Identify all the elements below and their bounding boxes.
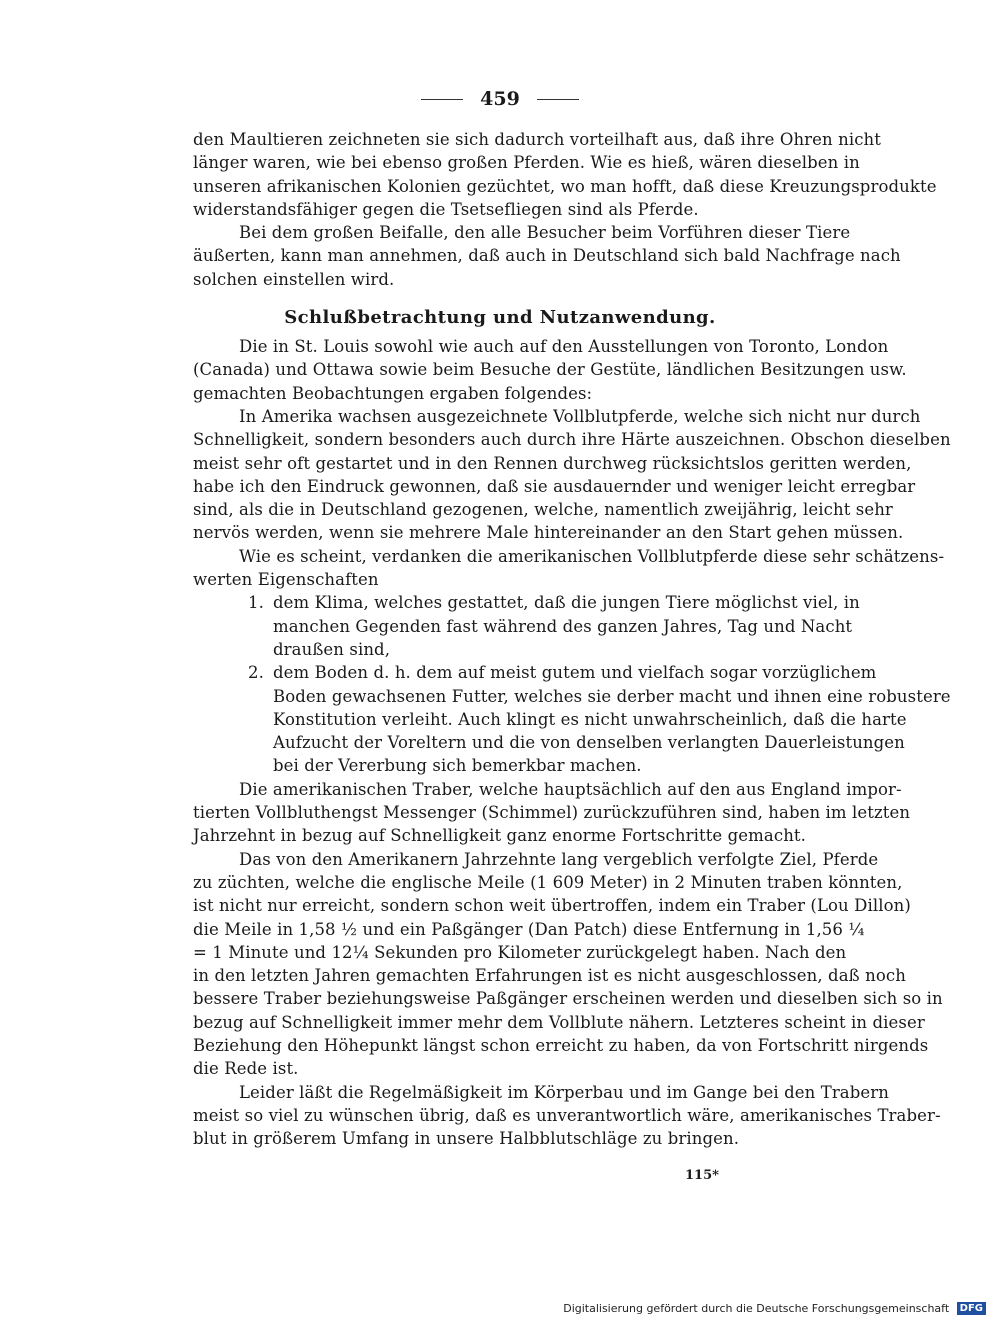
text-line: widerstandsfähiger gegen die Tsetsefliegen sind als Pferde.: [193, 199, 699, 219]
text-line: die Meile in 1,58 ½ und ein Paßgänger (Dan Patch) diese Entfernung in 1,56 ¼: [193, 919, 865, 939]
page-number: 459: [480, 88, 520, 110]
text-line: meist sehr oft gestartet und in den Rennen durchweg rücksichtslos geritten werden,: [193, 453, 912, 473]
list-item-number: 1.: [248, 593, 264, 613]
text-line: ist nicht nur erreicht, sondern schon weit übertroffen, indem ein Traber (Lou Dillon): [193, 896, 911, 916]
text-line: bezug auf Schnelligkeit immer mehr dem Vollblute nähern. Letzteres scheint in dieser: [193, 1012, 925, 1032]
text-line: In Amerika wachsen ausgezeichnete Vollblutpferde, welche sich nicht nur durch: [239, 406, 921, 426]
text-line: (Canada) und Ottawa sowie beim Besuche der Gestüte, ländlichen Besitzungen usw.: [193, 360, 907, 380]
list-item-text: dem Boden d. h. dem auf meist gutem und vielfach sogar vorzüglichem: [273, 663, 877, 683]
text-line: nervös werden, wenn sie mehrere Male hintereinander an den Start gehen müssen.: [193, 523, 904, 543]
text-line: blut in größerem Umfang in unsere Halbblutschläge zu bringen.: [193, 1129, 740, 1149]
paragraph: [193, 335, 907, 405]
text-line: den Maultieren zeichneten sie sich dadurch vorteilhaft aus, daß ihre Ohren nicht: [193, 130, 881, 149]
footer-text: Digitalisierung gefördert durch die Deutsche Forschungsgemeinschaft: [563, 1301, 950, 1315]
paragraph: [193, 848, 943, 1081]
text-line: Konstitution verleiht. Auch klingt es nicht unwahrscheinlich, daß die harte: [273, 709, 907, 729]
paragraph: [193, 221, 901, 291]
text-line: länger waren, wie bei ebenso großen Pferden. Wie es hieß, wären dieselben in: [193, 153, 860, 173]
text-line: bessere Traber beziehungsweise Paßgänger erscheinen werden und dieselben sich so in: [193, 989, 943, 1009]
list-item: [193, 661, 951, 777]
text-line: [193, 661, 877, 684]
text-line: in den letzten Jahren gemachten Erfahrungen ist es nicht ausgeschlossen, daß noch: [193, 966, 906, 986]
text-line: äußerten, kann man annehmen, daß auch in Deutschland sich bald Nachfrage nach: [193, 246, 901, 266]
text-line: Beziehung den Höhepunkt längst schon erreicht zu haben, da von Fortschritt nirgends: [193, 1035, 929, 1055]
section-title: Schlußbetrachtung und Nutzanwendung.: [284, 307, 716, 329]
text-line: zu züchten, welche die englische Meile (1 609 Meter) in 2 Minuten traben könnten,: [193, 872, 903, 892]
paragraph: [193, 405, 951, 545]
text-line: die Rede ist.: [193, 1059, 299, 1079]
text-line: = 1 Minute und 12¼ Sekunden pro Kilometer zurückgelegt haben. Nach den: [193, 942, 847, 962]
paragraph: [193, 545, 945, 592]
text-line: gemachten Beobachtungen ergaben folgendes:: [193, 383, 593, 403]
signature-mark: 115*: [685, 1168, 719, 1183]
paragraph: [193, 778, 911, 848]
text-line: Die amerikanischen Traber, welche hauptsächlich auf den aus England impor-: [239, 779, 902, 799]
list-item: [193, 591, 860, 661]
text-line: [193, 591, 860, 614]
header-rule-left: [421, 99, 463, 100]
text-line: bei der Vererbung sich bemerkbar machen.: [273, 756, 642, 776]
text-line: habe ich den Eindruck gewonnen, daß sie ausdauernder und weniger leicht erregbar: [193, 476, 916, 496]
text-line: sind, als die in Deutschland gezogenen, welche, namentlich zweijährig, leicht sehr: [193, 500, 893, 520]
text-line: manchen Gegenden fast während des ganzen Jahres, Tag und Nacht: [273, 616, 853, 636]
list-item-text: dem Klima, welches gestattet, daß die jungen Tiere möglichst viel, in: [273, 593, 860, 613]
text-line: Aufzucht der Voreltern und die von denselben verlangten Dauerleistungen: [273, 733, 905, 753]
page-header: [0, 88, 1000, 110]
page-body: [193, 128, 951, 1150]
text-line: Die in St. Louis sowohl wie auch auf den Ausstellungen von Toronto, London: [239, 337, 889, 357]
list-item-number: 2.: [248, 663, 264, 683]
text-line: Boden gewachsenen Futter, welches sie derber macht und ihnen eine robustere: [273, 686, 951, 706]
text-line: werten Eigenschaften: [193, 570, 379, 590]
dfg-logo: DFG: [957, 1302, 986, 1315]
text-line: Leider läßt die Regelmäßigkeit im Körperbau und im Gange bei den Trabern: [239, 1082, 889, 1102]
text-line: draußen sind,: [273, 639, 391, 659]
paragraph: [193, 1081, 941, 1151]
text-line: Bei dem großen Beifalle, den alle Besucher beim Vorführen dieser Tiere: [239, 223, 851, 243]
text-line: Jahrzehnt in bezug auf Schnelligkeit ganz enorme Fortschritte gemacht.: [193, 826, 806, 846]
footer-credit: [563, 1302, 986, 1316]
text-line: Das von den Amerikanern Jahrzehnte lang vergeblich verfolgte Ziel, Pferde: [239, 849, 879, 869]
text-line: meist so viel zu wünschen übrig, daß es unverantwortlich wäre, amerikanisches Traber-: [193, 1105, 941, 1125]
header-rule-right: [537, 99, 579, 100]
paragraph: [193, 128, 937, 221]
text-line: Schnelligkeit, sondern besonders auch durch ihre Härte auszeichnen. Obschon dieselben: [193, 430, 951, 450]
text-line: Wie es scheint, verdanken die amerikanischen Vollblutpferde diese sehr schätzens-: [239, 546, 945, 566]
text-line: tierten Vollbluthengst Messenger (Schimmel) zurückzuführen sind, haben im letzten: [193, 803, 911, 823]
text-line: solchen einstellen wird.: [193, 269, 395, 289]
text-line: unseren afrikanischen Kolonien gezüchtet, wo man hofft, daß diese Kreuzungsprodukte: [193, 176, 937, 196]
